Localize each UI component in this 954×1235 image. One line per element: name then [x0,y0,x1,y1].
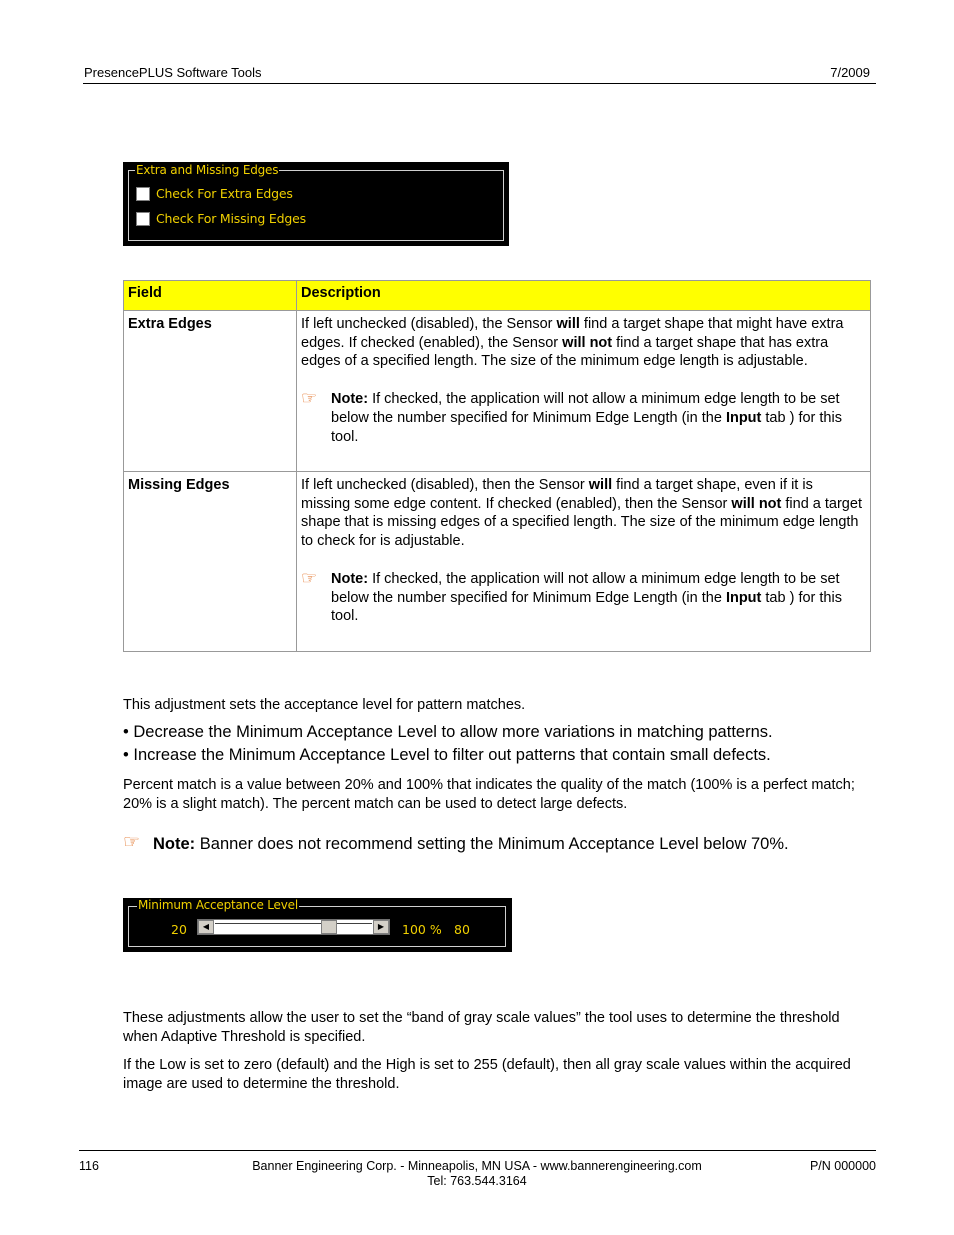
footer-rule [79,1150,876,1151]
header-date: 7/2009 [830,65,870,80]
threshold-paragraph-2: If the Low is set to zero (default) and the High is set to 255 (default), then all gray scale values within the acquired image are used to determine the threshold. [123,1057,851,1092]
acceptance-intro: This adjustment sets the acceptance level for pattern matches. [123,697,526,713]
arrow-left-icon[interactable]: ◀ [198,920,214,934]
description-text: If left unchecked (disabled), the Sensor will find a target shape that might have extra edges. If checked (enabled), the Sensor will not find a target shape that has extra edges of a specified length. The size of the minimum edge length is adjustable. [301,316,844,370]
acceptance-panel-legend: Minimum Acceptance Level [138,898,298,912]
acceptance-bullet-decrease: • Decrease the Minimum Acceptance Level to allow more variations in matching patterns. [123,723,773,741]
pointing-hand-icon: ☞ [301,567,318,588]
table-note [301,567,866,626]
table-note [301,390,866,446]
acceptance-bullet-increase: • Increase the Minimum Acceptance Level to filter out patterns that contain small defects. [123,746,771,764]
acceptance-slider[interactable] [197,919,390,935]
field-name: Extra Edges [128,316,212,332]
pointing-hand-icon: ☞ [301,388,318,409]
threshold-paragraph-1: These adjustments allow the user to set the “band of gray scale values” the tool uses to determine the threshold when Adaptive Threshold is specified. [123,1010,840,1045]
check-missing-edges-checkbox[interactable] [136,212,150,226]
table-cell-description [297,472,871,652]
table-cell-field [124,311,297,472]
acceptance-percent-text: Percent match is a value between 20% and 100% that indicates the quality of the match (100% is a perfect match; 20% is a slight match). The percent match can be used to detect large defects. [123,777,855,812]
slider-min-value: 20 [171,922,187,937]
slider-thumb[interactable] [321,920,337,934]
slider-current-value: 80 [454,922,470,937]
footer-part-number: P/N 000000 [809,1159,876,1173]
footer-tel: Tel: 763.544.3164 [427,1174,527,1188]
table-cell-description [297,311,871,472]
edges-panel-frame [128,170,504,241]
edges-panel-legend: Extra and Missing Edges [136,163,279,177]
footer-page-number: 116 [79,1159,99,1173]
note-text: Note: If checked, the application will not allow a minimum edge length to be set below the number specified for Minimum Edge Length (in the Input tab ) for this tool. [331,570,842,625]
note-text: Note: If checked, the application will not allow a minimum edge length to be set below the number specified for Minimum Edge Length (in the Input tab ) for this tool. [331,391,842,445]
acceptance-note: ☞ Note: Banner does not recommend setting the Minimum Acceptance Level below 70%. [123,832,789,853]
edges-panel-screenshot [123,162,509,246]
field-name: Missing Edges [128,477,230,493]
table-header-description: Description [297,281,871,311]
header-rule [83,83,876,84]
check-missing-edges-label: Check For Missing Edges [156,211,306,226]
arrow-right-icon[interactable]: ▶ [373,920,389,934]
table-header-row [124,281,871,311]
acceptance-panel-screenshot [123,898,512,952]
check-extra-edges-label: Check For Extra Edges [156,186,293,201]
field-description-table [123,280,871,652]
table-row [124,472,871,652]
slider-rail [215,923,372,931]
footer-company-line: Banner Engineering Corp. - Minneapolis, MN USA - www.bannerengineering.com [252,1159,702,1173]
table-row [124,311,871,472]
header-title: PresencePLUS Software Tools [84,65,262,80]
check-extra-edges-row[interactable] [136,186,293,201]
slider-max-value: 100 % [402,922,442,937]
description-text: If left unchecked (disabled), then the Sensor will find a target shape, even if it is missing some edge content. If checked (enabled), then the Sensor will not find a target shape that is missing edges of a specified length. The size of the minimum edge length to check for is adjustable. [301,477,862,550]
pointing-hand-icon: ☞ [123,832,141,853]
table-cell-field [124,472,297,652]
table-header-field: Field [124,281,297,311]
check-extra-edges-checkbox[interactable] [136,187,150,201]
check-missing-edges-row[interactable] [136,211,306,226]
